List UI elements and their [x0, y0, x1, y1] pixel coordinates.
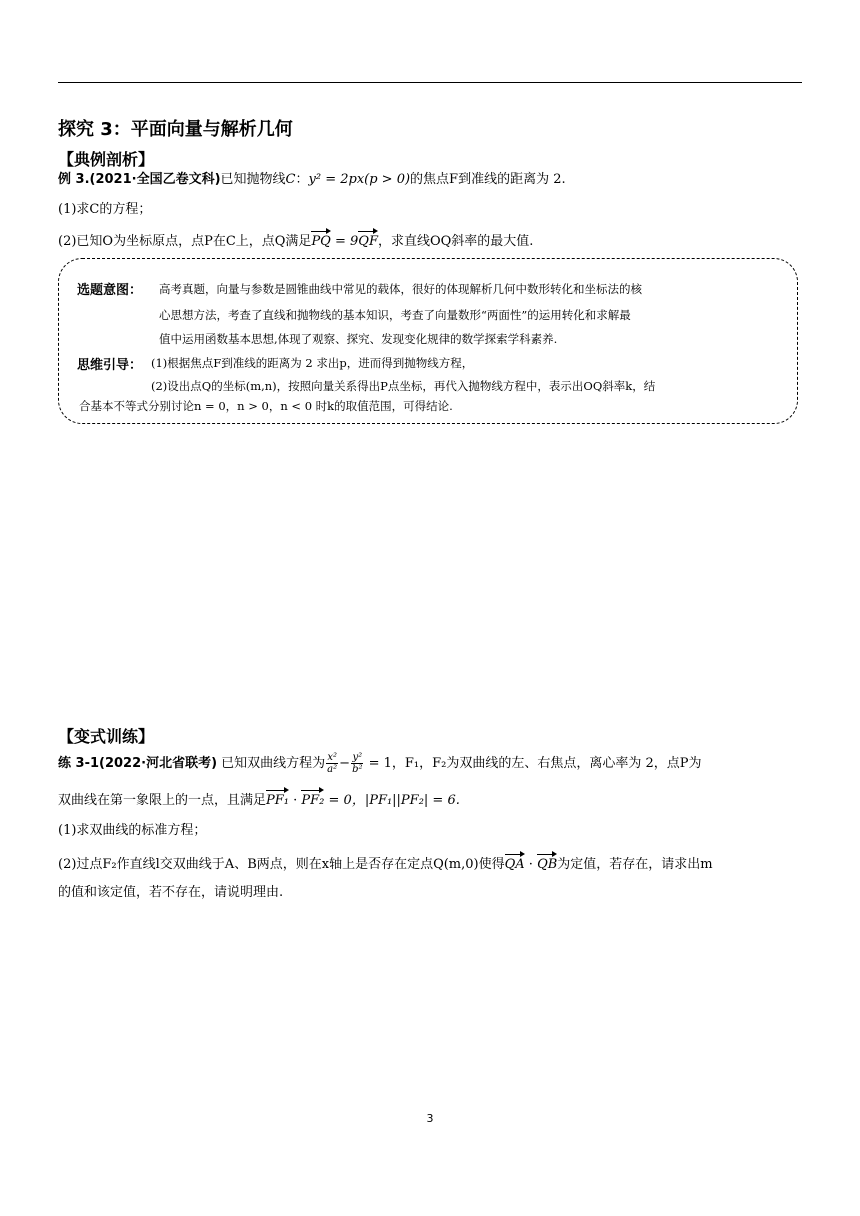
example-label: 例 3. [58, 172, 90, 187]
section-title: 探究 3：平面向量与解析几何 [58, 119, 293, 140]
practice-part2-line2: 的值和该定值，若不存在，请说明理由. [58, 885, 284, 900]
practice-source: (2022·河北省联考) [99, 756, 218, 771]
intent-line-1: 高考真题，向量与参数是圆锥曲线中常见的载体，很好的体现解析几何中数形转化和坐标法的核 [159, 282, 642, 296]
example-part2-eq: = 9 [330, 234, 359, 249]
practice-statement-line-2 [58, 789, 460, 811]
intent-line-2: 心思想方法，考查了直线和抛物线的基本知识，考查了向量数形“两面性”的运用转化和求解最 [159, 308, 631, 322]
dot-operator: · [289, 793, 302, 808]
practice-part2-a: (2)过点F₂作直线l交双曲线于A、B两点，则在x轴上是否存在定点Q(m,0)使得 [58, 857, 505, 872]
vector-pf2: PF₂ [301, 789, 324, 811]
practice-statement-line-1 [58, 752, 702, 775]
practice-line1-rest: = 1，F₁，F₂为双曲线的左、右焦点，离心率为 2，点P为 [364, 756, 702, 771]
example-curve: C [285, 172, 296, 187]
example-part2-b: ，求直线OQ斜率的最大值. [377, 234, 534, 249]
example-intro: 已知抛物线 [220, 172, 286, 187]
vector-qb: QB [537, 853, 557, 875]
dot-operator-2: · [524, 857, 538, 872]
example-condition: 的焦点F到准线的距离为 2. [410, 172, 566, 187]
guide-label: 思维引导： [77, 358, 143, 373]
fraction-x2-a2: $\frac{\text{x²}}{\text{a²}}$ [327, 752, 338, 775]
example-part1: (1)求C的方程； [58, 202, 152, 217]
page-number: 3 [426, 1112, 434, 1125]
header-rule [58, 82, 802, 83]
guide-line-2: (2)设出点Q的坐标(m,n)，按照向量关系得出P点坐标，再代入抛物线方程中，表示出OQ斜率k，结 [151, 379, 656, 393]
vector-qf: QF [358, 230, 378, 252]
vector-pq: PQ [311, 230, 330, 252]
example-heading: 【典例剖析】 [58, 150, 155, 169]
practice-heading: 【变式训练】 [58, 727, 155, 746]
practice-part2 [58, 853, 713, 875]
guide-line-1: (1)根据焦点F到准线的距离为 2 求出p，进而得到抛物线方程， [151, 356, 474, 370]
example-source: (2021·全国乙卷文科) [89, 172, 221, 187]
vector-qa: QA [505, 853, 525, 875]
practice-intro: 已知双曲线方程为 [217, 756, 326, 771]
practice-part1: (1)求双曲线的标准方程； [58, 823, 207, 838]
example-statement: 例 3.(2021·全国乙卷文科)已知抛物线C：y² = 2px(p > 0)的焦点F到准线的距离为 2. [58, 172, 566, 187]
vector-pf1: PF₁ [266, 789, 289, 811]
practice-part2-b: 为定值，若存在，请求出m [557, 857, 713, 872]
intent-line-3: 值中运用函数基本思想,体现了观察、探究、发现变化规律的数学探索学科素养. [159, 332, 558, 346]
example-part2 [58, 230, 533, 252]
practice-line2-b: = 0，|PF₁||PF₂| = 6. [324, 793, 460, 808]
intent-label: 选题意图： [77, 283, 143, 298]
example-equation: y² = 2px(p > 0) [308, 172, 411, 187]
fraction-y2-b2: $\frac{\text{y²}}{\text{b²}}$ [352, 752, 363, 775]
analysis-box [58, 258, 798, 424]
practice-label: 练 3-1 [58, 756, 100, 771]
minus-sign: − [339, 756, 351, 771]
example-part2-a: (2)已知O为坐标原点，点P在C上，点Q满足 [58, 234, 312, 249]
guide-line-3: 合基本不等式分别讨论n = 0，n > 0，n < 0 时k的取值范围，可得结论. [79, 399, 453, 413]
practice-line2-a: 双曲线在第一象限上的一点，且满足 [58, 793, 267, 808]
